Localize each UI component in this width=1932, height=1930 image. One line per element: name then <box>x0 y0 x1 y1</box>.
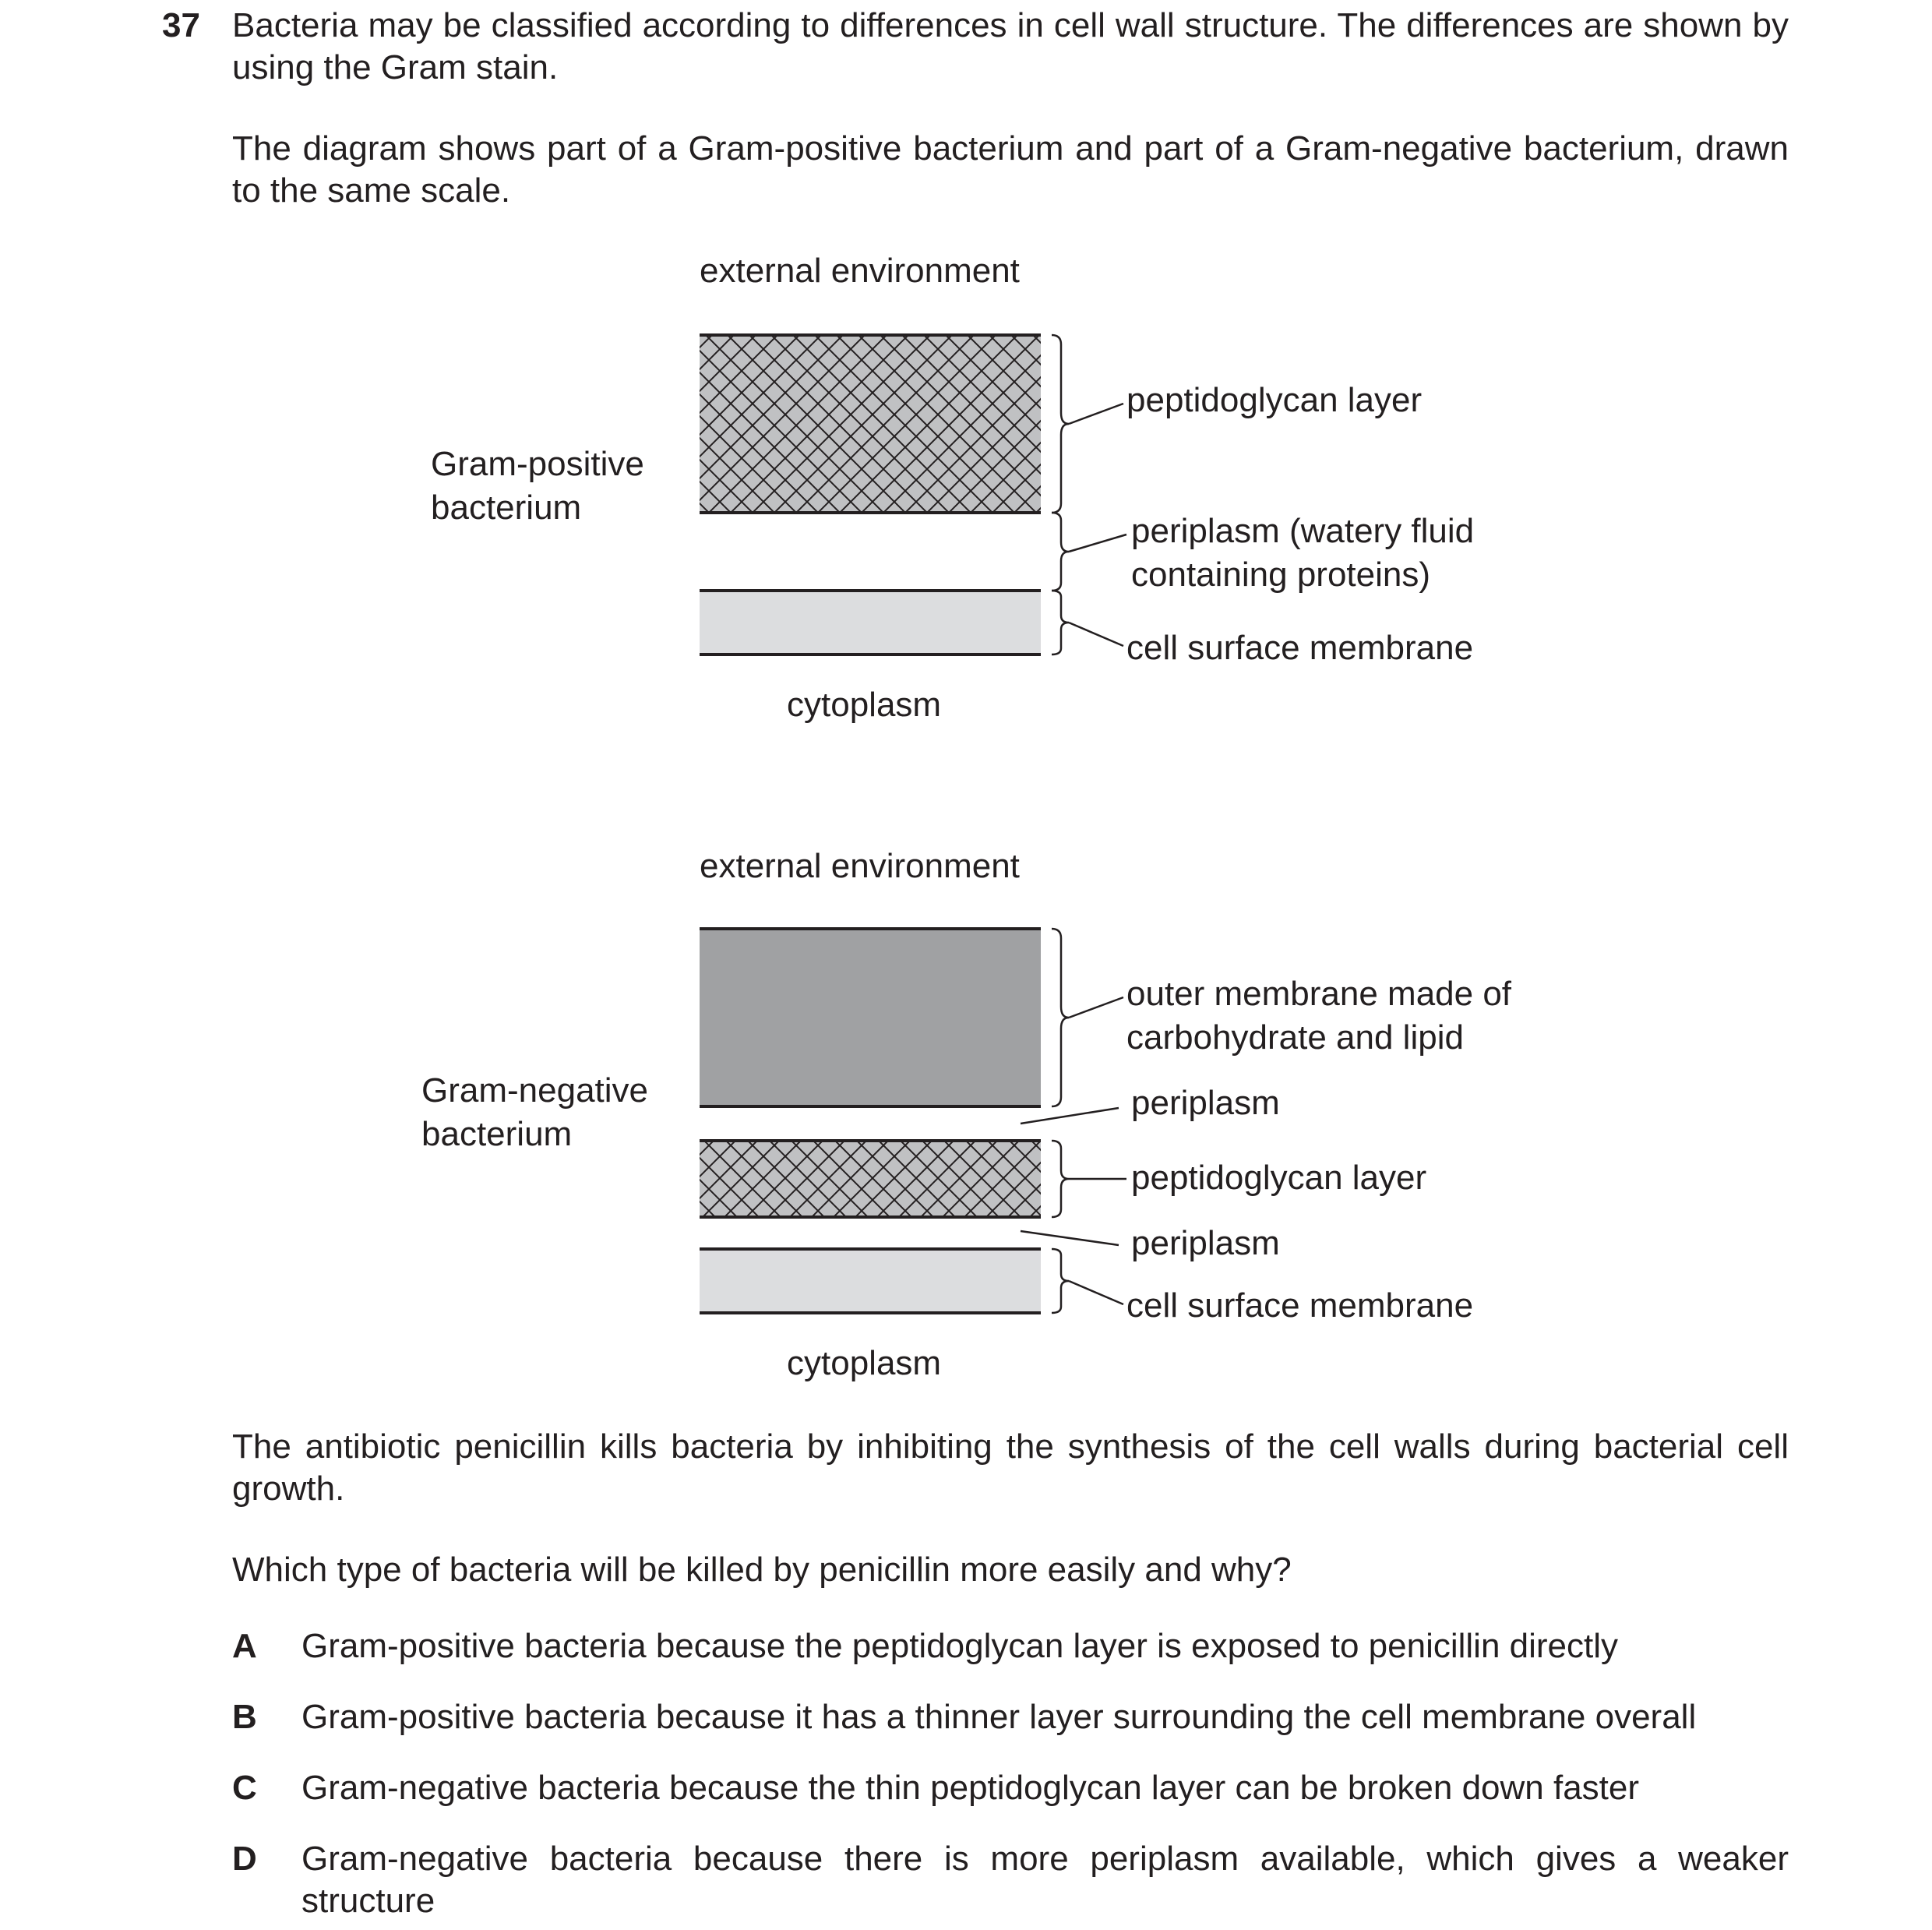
gp-external-environment-label: external environment <box>700 252 1020 290</box>
gn-outer-membrane <box>700 929 1041 1106</box>
option-c-letter[interactable]: C <box>232 1769 257 1807</box>
option-d-text[interactable]: Gram-negative bacteria because there is more periplasm available, which gives a weaker structure <box>301 1840 1789 1920</box>
option-b-text[interactable]: Gram-positive bacteria because it has a thinner layer surrounding the cell membrane overall <box>301 1698 1697 1736</box>
option-d-letter[interactable]: D <box>232 1840 257 1878</box>
gn-outer-leader <box>1069 997 1123 1018</box>
gp-membrane-leader <box>1069 623 1123 646</box>
option-b-letter[interactable]: B <box>232 1698 257 1736</box>
gp-periplasm-label-line1: periplasm (watery fluid <box>1131 512 1475 550</box>
gram-positive-diagram <box>431 252 1474 724</box>
gn-lower-periplasm-label: periplasm <box>1131 1224 1280 1262</box>
gram-negative-diagram <box>421 847 1512 1382</box>
diagram-intro: The diagram shows part of a Gram-positive bacterium and part of a Gram-negative bacterium, drawn to the same scale. <box>232 129 1789 210</box>
gn-membrane-brace <box>1052 1249 1069 1313</box>
option-c-text[interactable]: Gram-negative bacteria because the thin peptidoglycan layer can be broken down faster <box>301 1769 1640 1807</box>
gn-outer-label-line2: carbohydrate and lipid <box>1126 1018 1464 1057</box>
gp-peptidoglycan-leader <box>1069 404 1123 424</box>
gp-periplasm-label-line2: containing proteins) <box>1131 556 1431 594</box>
gn-membrane-leader <box>1069 1281 1123 1304</box>
gn-upper-periplasm-label: periplasm <box>1131 1084 1280 1122</box>
gp-braces <box>1052 335 1126 655</box>
gp-membrane-brace <box>1052 591 1069 655</box>
gn-external-environment-label: external environment <box>700 847 1020 885</box>
gp-peptidoglycan-label: peptidoglycan layer <box>1126 381 1423 419</box>
option-a-letter[interactable]: A <box>232 1627 257 1665</box>
gn-outer-brace <box>1052 929 1069 1106</box>
gn-membrane-label: cell surface membrane <box>1126 1286 1474 1325</box>
gn-upper-periplasm-leader <box>1021 1108 1119 1124</box>
question-intro: Bacteria may be classified according to differences in cell wall structure. The differences are shown by using the Gram stain. <box>232 6 1789 86</box>
gn-peptidoglycan-layer <box>700 1141 1041 1217</box>
gn-peptidoglycan-label: peptidoglycan layer <box>1131 1159 1427 1197</box>
gn-cytoplasm-label: cytoplasm <box>787 1344 942 1382</box>
gn-outer-label-line1: outer membrane made of <box>1126 975 1512 1013</box>
gn-title-line2: bacterium <box>421 1115 573 1153</box>
question-prompt: Which type of bacteria will be killed by penicillin more easily and why? <box>232 1551 1292 1589</box>
penicillin-context: The antibiotic penicillin kills bacteria by inhibiting the synthesis of the cell walls during bacterial cell growth. <box>232 1427 1789 1508</box>
gp-peptidoglycan-layer <box>700 335 1041 513</box>
gp-cytoplasm-label: cytoplasm <box>787 686 942 724</box>
gn-peptidoglycan-brace <box>1052 1141 1069 1217</box>
question-number: 37 <box>162 6 200 44</box>
gn-lower-periplasm-leader <box>1021 1231 1119 1245</box>
gp-periplasm-brace <box>1052 513 1069 591</box>
option-a-text[interactable]: Gram-positive bacteria because the peptidoglycan layer is exposed to penicillin directly <box>301 1627 1619 1665</box>
gn-cell-surface-membrane <box>700 1249 1041 1313</box>
gp-title-line2: bacterium <box>431 489 582 527</box>
gp-title-line1: Gram-positive <box>431 445 644 483</box>
gp-membrane-label: cell surface membrane <box>1126 629 1474 667</box>
gp-periplasm-leader <box>1069 535 1126 552</box>
gn-title-line1: Gram-negative <box>421 1071 649 1110</box>
gp-peptidoglycan-brace <box>1052 335 1069 513</box>
gp-cell-surface-membrane <box>700 591 1041 655</box>
